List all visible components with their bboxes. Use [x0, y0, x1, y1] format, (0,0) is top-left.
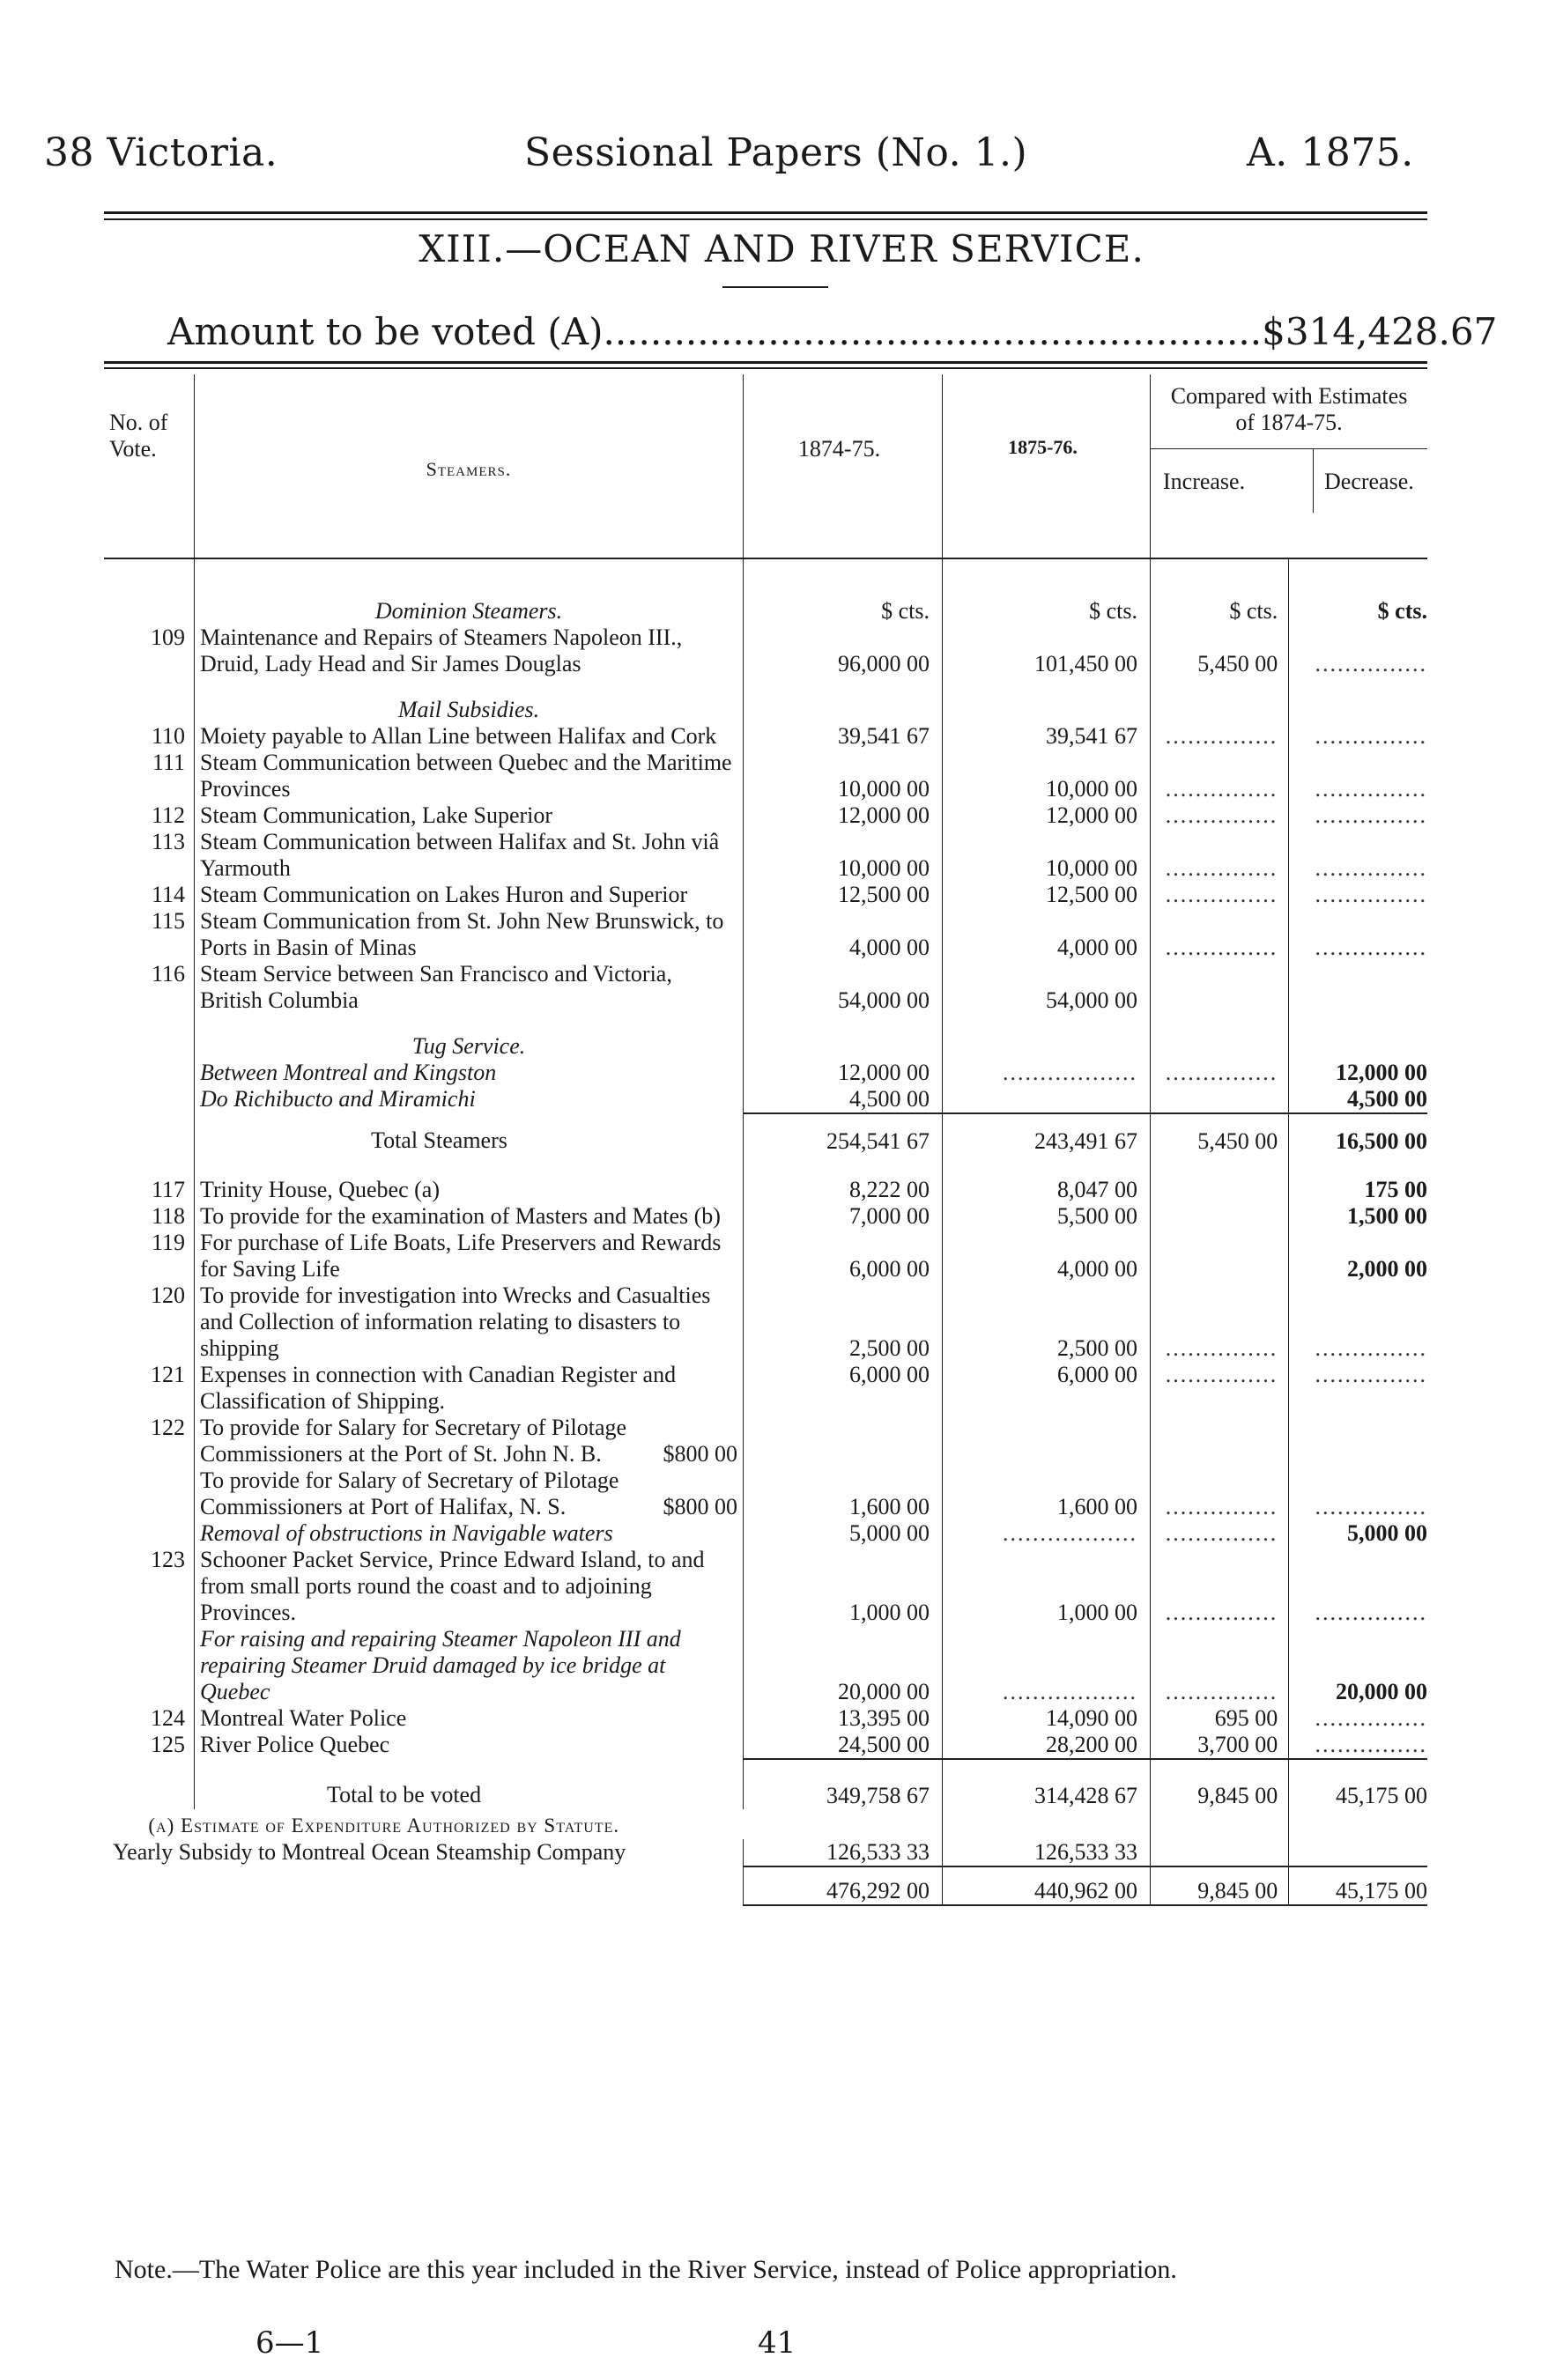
col-desc-header: Steamers.: [195, 374, 744, 558]
footnote: Note.—The Water Police are this year included in the River Service, instead of Police appropriation.: [115, 2255, 1177, 2284]
amount-1875: 12,000 00: [943, 802, 1151, 829]
col-decrease-header: Decrease.: [1324, 469, 1414, 494]
item-description: Maintenance and Repairs of Steamers Napoleon III., Druid, Lady Head and Sir James Douglas: [195, 625, 744, 677]
amount-1874: 96,000 00: [744, 625, 943, 677]
amount-to-be-voted: [167, 310, 1498, 353]
decrease-value: 16,500 00: [1289, 1113, 1427, 1163]
title-underline: [722, 286, 828, 288]
amount-1874: 20,000 00: [744, 1626, 943, 1705]
item-description: Moiety payable to Allan Line between Halifax and Cork: [195, 723, 744, 750]
table-row: [104, 1839, 1427, 1866]
total-steamers-row: [104, 1113, 1427, 1163]
amount-1875: ..................: [943, 1626, 1151, 1705]
increase-value: ...............: [1151, 802, 1289, 829]
secretary-halifax: To provide for Salary of Secretary of Pilotage Commissioners at Port of Halifax, N. S. $800 00: [200, 1467, 737, 1519]
double-rule-top: [104, 211, 1427, 214]
vote-number: 125: [151, 1732, 185, 1757]
item-description: Between Montreal and Kingston: [195, 1060, 744, 1086]
section-row: [104, 1014, 1427, 1060]
amount-1875: 243,491 67: [943, 1113, 1151, 1163]
table-row: [104, 1282, 1427, 1362]
decrease-value: 20,000 00: [1336, 1679, 1427, 1704]
table-row: [104, 1060, 1427, 1086]
col-vote-header: No. of Vote.: [104, 374, 195, 558]
table-row: [104, 1520, 1427, 1547]
item-description: Steam Communication between Halifax and St. John viâ Yarmouth: [195, 829, 744, 882]
double-rule-bottom: [104, 218, 1427, 220]
amount-1874: 5,000 00: [744, 1520, 943, 1547]
unit-label: $ cts.: [1151, 558, 1289, 625]
item-description: Steam Communication on Lakes Huron and Superior: [195, 882, 744, 908]
amount-1874: 254,541 67: [744, 1113, 943, 1163]
decrease-value: 4,500 00: [1347, 1086, 1427, 1112]
vote-number: 116: [151, 961, 185, 987]
grand-total-row: [104, 1866, 1427, 1905]
vote-number: 115: [151, 908, 185, 934]
amount-1874: 7,000 00: [744, 1203, 943, 1230]
vote-number: 113: [151, 829, 185, 854]
increase-value: ...............: [1151, 1362, 1289, 1415]
header-session: 38 Victoria.: [44, 130, 278, 175]
amount-1875: 1,600 00: [943, 1415, 1151, 1520]
table-row: [104, 723, 1427, 750]
vote-number: 123: [151, 1547, 185, 1572]
item-description: Removal of obstructions in Navigable waters: [195, 1520, 744, 1547]
page-number: 41: [758, 2325, 796, 2361]
section-tug: Tug Service.: [195, 1014, 744, 1060]
vote-number: 110: [151, 723, 185, 749]
decrease-value: ...............: [1315, 723, 1427, 749]
amount-1875: 4,000 00: [943, 1230, 1151, 1282]
vote-number: 119: [151, 1230, 185, 1255]
amount-1875: 126,533 33: [943, 1839, 1151, 1866]
item-description: [195, 1415, 744, 1520]
amount-1875: 10,000 00: [943, 829, 1151, 882]
increase-value: ...............: [1151, 1415, 1289, 1520]
item-description: Steam Communication, Lake Superior: [195, 802, 744, 829]
increase-value: ...............: [1151, 1060, 1289, 1086]
increase-value: 5,450 00: [1151, 1113, 1289, 1163]
table-row: [104, 625, 1427, 677]
amount-1874: 2,500 00: [744, 1282, 943, 1362]
amount-1875: 39,541 67: [943, 723, 1151, 750]
decrease-value: 45,175 00: [1289, 1866, 1427, 1905]
item-description: Trinity House, Quebec (a): [195, 1163, 744, 1203]
page-signature: 6—1: [256, 2325, 324, 2361]
increase-value: ...............: [1151, 882, 1289, 908]
decrease-value: ...............: [1315, 802, 1427, 828]
amount-1874: 6,000 00: [744, 1362, 943, 1415]
header-title: Sessional Papers (No. 1.): [524, 130, 1028, 175]
decrease-value: ...............: [1315, 776, 1427, 802]
section-row: [104, 677, 1427, 723]
amount-1874: 24,500 00: [744, 1732, 943, 1759]
section-dominion: Dominion Steamers.: [195, 558, 744, 625]
increase-value: ...............: [1151, 1282, 1289, 1362]
salary-amount: $800 00: [663, 1441, 737, 1467]
amount-value: $314,428.67: [1262, 310, 1498, 353]
secretary-st-john: To provide for Salary for Secretary of Pilotage Commissioners at the Port of St. John N. B. $800 00: [200, 1415, 737, 1467]
header-year: A. 1875.: [1247, 130, 1414, 175]
statute-heading: (a) Estimate of Expenditure Authorized by Statute.: [148, 1815, 620, 1837]
increase-value: 5,450 00: [1151, 625, 1289, 677]
decrease-value: ...............: [1315, 651, 1427, 676]
decrease-value: 12,000 00: [1336, 1060, 1427, 1085]
item-description: For purchase of Life Boats, Life Preservers and Rewards for Saving Life: [195, 1230, 744, 1282]
vote-number: 109: [151, 625, 185, 650]
amount-1875: 54,000 00: [943, 961, 1151, 1014]
decrease-value: ...............: [1315, 1732, 1427, 1757]
table-row: [104, 1163, 1427, 1203]
amount-1874: 12,500 00: [744, 882, 943, 908]
amount-rule: [104, 361, 1427, 364]
estimates-table: [104, 374, 1427, 1906]
amount-label: Amount to be voted (A): [167, 310, 604, 353]
vote-number: 120: [151, 1282, 185, 1308]
table-row: [104, 882, 1427, 908]
section-title: XIII.—OCEAN AND RIVER SERVICE.: [419, 227, 1144, 270]
increase-value: 695 00: [1151, 1705, 1289, 1732]
item-description: To provide for the examination of Masters and Mates (b): [195, 1203, 744, 1230]
decrease-value: ...............: [1315, 935, 1427, 960]
decrease-value: 2,000 00: [1347, 1256, 1427, 1282]
vote-number: 122: [151, 1415, 185, 1440]
decrease-value: 45,175 00: [1289, 1759, 1427, 1809]
decrease-value: 1,500 00: [1347, 1203, 1427, 1229]
vote-number: 124: [151, 1705, 185, 1731]
item-description: For raising and repairing Steamer Napoleon III and repairing Steamer Druid damaged by ice bridge at Quebec: [195, 1626, 744, 1705]
increase-value: ...............: [1151, 908, 1289, 961]
amount-1874: 13,395 00: [744, 1705, 943, 1732]
table-row: [104, 1547, 1427, 1626]
item-description: Montreal Water Police: [195, 1705, 744, 1732]
amount-1875: 12,500 00: [943, 882, 1151, 908]
decrease-value: ...............: [1315, 1362, 1427, 1387]
amount-1875: 101,450 00: [943, 625, 1151, 677]
amount-rule-2: [104, 367, 1427, 369]
table-row: [104, 802, 1427, 829]
decrease-value: 175 00: [1364, 1177, 1427, 1202]
table-row: [104, 1203, 1427, 1230]
amount-1874: 39,541 67: [744, 723, 943, 750]
compared-header: [1151, 374, 1428, 558]
section-mail: Mail Subsidies.: [195, 677, 744, 723]
table-header-row: [104, 374, 1427, 558]
amount-1874: 126,533 33: [744, 1839, 943, 1866]
total-steamers-label: Total Steamers: [195, 1113, 744, 1163]
item-description: River Police Quebec: [195, 1732, 744, 1759]
increase-value: ...............: [1151, 1520, 1289, 1547]
amount-1874: 8,222 00: [744, 1163, 943, 1203]
table-row: [104, 1626, 1427, 1705]
decrease-value: ...............: [1315, 1335, 1427, 1361]
unit-label: $ cts.: [744, 558, 943, 625]
item-description: Yearly Subsidy to Montreal Ocean Steamship Company: [104, 1839, 744, 1866]
total-voted-label: Total to be voted: [195, 1759, 744, 1809]
increase-value: 9,845 00: [1151, 1759, 1289, 1809]
amount-1874: 12,000 00: [744, 1060, 943, 1086]
decrease-value: ...............: [1315, 882, 1427, 907]
increase-value: ...............: [1151, 1626, 1289, 1705]
amount-1875: 440,962 00: [943, 1866, 1151, 1905]
decrease-value: ...............: [1315, 1600, 1427, 1625]
amount-1874: 6,000 00: [744, 1230, 943, 1282]
item-description: Expenses in connection with Canadian Register and Classification of Shipping.: [195, 1362, 744, 1415]
increase-value: ...............: [1151, 1547, 1289, 1626]
amount-1875: ..................: [943, 1060, 1151, 1086]
amount-1874: 12,000 00: [744, 802, 943, 829]
amount-1875: 28,200 00: [943, 1732, 1151, 1759]
increase-value: 3,700 00: [1151, 1732, 1289, 1759]
amount-1875: 5,500 00: [943, 1203, 1151, 1230]
amount-1874: 1,000 00: [744, 1547, 943, 1626]
amount-1875: 4,000 00: [943, 908, 1151, 961]
vote-number: 111: [152, 750, 185, 775]
statute-heading-row: [104, 1809, 1427, 1839]
item-description: Steam Service between San Francisco and Victoria, British Columbia: [195, 961, 744, 1014]
decrease-value: ...............: [1315, 855, 1427, 881]
vote-number: 114: [151, 882, 185, 907]
amount-1874: 349,758 67: [744, 1759, 943, 1809]
table-row: [104, 1415, 1427, 1520]
item-description: Schooner Packet Service, Prince Edward Island, to and from small ports round the coast and to adjoining Provinces.: [195, 1547, 744, 1626]
table-row: [104, 1362, 1427, 1415]
col-1875-header: 1875-76.: [943, 374, 1151, 558]
col-1874-header: 1874-75.: [744, 374, 943, 558]
unit-label: $ cts.: [1377, 598, 1427, 624]
table-row: [104, 829, 1427, 882]
amount-1874: 4,000 00: [744, 908, 943, 961]
vote-number: 121: [151, 1362, 185, 1387]
decrease-value: 5,000 00: [1347, 1520, 1427, 1546]
unit-label: $ cts.: [943, 558, 1151, 625]
amount-1874: 476,292 00: [744, 1866, 943, 1905]
amount-1874: 10,000 00: [744, 750, 943, 802]
salary-amount: $800 00: [663, 1494, 737, 1519]
increase-value: ...............: [1151, 829, 1289, 882]
amount-1875: 6,000 00: [943, 1362, 1151, 1415]
table-row: [104, 750, 1427, 802]
col-increase-header: Increase.: [1151, 449, 1314, 513]
table-row: [104, 961, 1427, 1014]
table-row: [104, 1732, 1427, 1759]
item-description: To provide for investigation into Wrecks and Casualties and Collection of information relating to disasters to shipping: [195, 1282, 744, 1362]
table-row: [104, 1086, 1427, 1113]
amount-1874: 54,000 00: [744, 961, 943, 1014]
section-row: [104, 558, 1427, 625]
amount-1874: 10,000 00: [744, 829, 943, 882]
total-voted-row: [104, 1759, 1427, 1809]
item-description: Steam Communication from St. John New Brunswick, to Ports in Basin of Minas: [195, 908, 744, 961]
vote-number: 112: [151, 802, 185, 828]
amount-1875: 8,047 00: [943, 1163, 1151, 1203]
amount-1875: 2,500 00: [943, 1282, 1151, 1362]
compared-label: Compared with Estimates of 1874-75.: [1170, 383, 1408, 435]
table-row: [104, 1230, 1427, 1282]
increase-value: 9,845 00: [1151, 1866, 1289, 1905]
amount-1875: ..................: [943, 1520, 1151, 1547]
vote-number: 118: [151, 1203, 185, 1229]
leader-dots: ........................................................: [603, 310, 1263, 353]
item-description: Steam Communication between Quebec and the Maritime Provinces: [195, 750, 744, 802]
amount-1875: 1,000 00: [943, 1547, 1151, 1626]
increase-value: ...............: [1151, 750, 1289, 802]
increase-value: ...............: [1151, 723, 1289, 750]
amount-1874: 1,600 00: [744, 1415, 943, 1520]
decrease-value: ...............: [1315, 1705, 1427, 1731]
compared-subheaders: [1151, 448, 1427, 513]
amount-1875: 14,090 00: [943, 1705, 1151, 1732]
vote-number: 117: [151, 1177, 185, 1202]
decrease-value: ...............: [1315, 1494, 1427, 1519]
item-description: Do Richibucto and Miramichi: [195, 1086, 744, 1113]
table-row: [104, 908, 1427, 961]
amount-1875: 314,428 67: [943, 1759, 1151, 1809]
table-row: [104, 1705, 1427, 1732]
amount-1875: 10,000 00: [943, 750, 1151, 802]
amount-1874: 4,500 00: [744, 1086, 943, 1113]
